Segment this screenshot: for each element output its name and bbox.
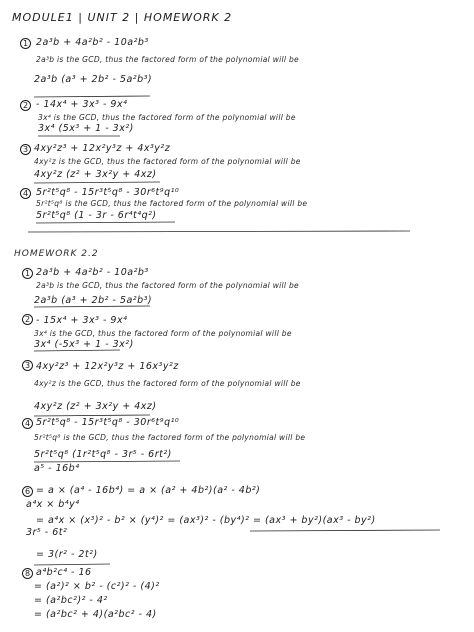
problem-explanation: 3x⁴ is the GCD, thus the factored form of the polynomial will be	[38, 113, 296, 122]
problem-answer: 3x⁴ (5x³ + 1 - 3x²)	[38, 123, 134, 134]
problem-explanation: 5r²t⁵q⁸ is the GCD, thus the factored form of the polynomial will be	[36, 199, 308, 208]
answer-underline-6	[34, 350, 120, 351]
work-step: = 3(r² - 2t²)	[36, 549, 98, 560]
problem-number: 6	[22, 486, 33, 497]
problem-expression: - 15x⁴ + 3x³ - 9x⁴	[36, 315, 128, 326]
work-step: = (a²)² × b² - (c²)² - (4)²	[34, 581, 160, 592]
problem-number: 3	[22, 360, 33, 371]
problem-answer: 5r²t⁵q⁸ (1 - 3r - 6r⁴t⁴q²)	[36, 210, 157, 221]
answer-underline-10	[250, 530, 440, 531]
problem-expression: 4xy²z³ + 12x²y³z + 4x³y²z	[34, 143, 171, 154]
section-heading: HOMEWORK 2.2	[14, 249, 99, 259]
answer-underline-8	[34, 461, 180, 462]
problem-answer: 5r²t⁵q⁸ (1r²t⁵q⁸ - 3r⁵ - 6rt²)	[34, 449, 172, 460]
page-title: MODULE1 | UNIT 2 | HOMEWORK 2	[12, 11, 233, 24]
answer-underline-4	[36, 222, 175, 223]
problem-answer: 4xy²z (z² + 3x²y + 4xz)	[34, 169, 157, 180]
problem-expression: 5r²t⁵q⁸ - 15r³t⁵q⁸ - 30r⁶t⁹q¹⁰	[36, 417, 180, 428]
work-step: = (a²bc² + 4)(a²bc² - 4)	[34, 609, 157, 620]
section-divider	[28, 231, 410, 232]
problem-number: 3	[20, 144, 31, 155]
problem-answer: 4xy²z (z² + 3x²y + 4xz)	[34, 401, 157, 412]
problem-number: 1	[20, 38, 31, 49]
problem-answer: 2a³b (a³ + 2b² - 5a²b³)	[34, 74, 153, 85]
answer-underline-5	[34, 306, 150, 307]
problem-expression: - 14x⁴ + 3x³ - 9x⁴	[36, 99, 128, 110]
problem-expression: 5r²t⁵q⁸ - 15r³t⁵q⁸ - 30r⁶t⁹q¹⁰	[36, 187, 180, 198]
problem-number: 4	[22, 418, 33, 429]
problem-explanation: 5r²t⁵q⁸ is the GCD, thus the factored form of the polynomial will be	[34, 433, 306, 442]
answer-underline-3	[34, 182, 160, 183]
work-step: a⁴x × b⁴y⁴	[26, 499, 80, 510]
problem-expression: 2a³b + 4a²b² - 10a²b³	[36, 37, 149, 48]
work-step: a⁴b²c⁴ - 16	[36, 567, 92, 578]
problem-expression: 4xy²z³ + 12x²y³z + 16x³y²z	[36, 361, 179, 372]
problem-explanation: 3x⁴ is the GCD, thus the factored form of the polynomial will be	[34, 329, 292, 338]
problem-number: 2	[20, 100, 31, 111]
problem-expression: a⁵ - 16b⁴	[34, 463, 80, 474]
problem-answer: 3x⁴ (-5x³ + 1 - 3x²)	[34, 339, 134, 350]
work-step: 3r⁵ - 6t²	[26, 527, 68, 538]
problem-answer: 2a³b (a³ + 2b² - 5a²b³)	[34, 295, 153, 306]
problem-number: 8	[22, 568, 33, 579]
problem-explanation: 2a³b is the GCD, thus the factored form of the polynomial will be	[36, 281, 299, 290]
problem-explanation: 2a³b is the GCD, thus the factored form of the polynomial will be	[36, 55, 299, 64]
answer-underline-7	[34, 415, 150, 416]
problem-number: 1	[22, 268, 33, 279]
problem-explanation: 4xy²z is the GCD, thus the factored form of the polynomial will be	[34, 157, 301, 166]
problem-number: 2	[22, 314, 33, 325]
answer-underline-9	[34, 564, 110, 565]
problem-expression: 2a³b + 4a²b² - 10a²b³	[36, 267, 149, 278]
problem-explanation: 4xy²z is the GCD, thus the factored form of the polynomial will be	[34, 379, 301, 388]
work-step: = (a²bc²)² - 4²	[34, 595, 108, 606]
problem-number: 4	[20, 188, 31, 199]
work-step: = a⁴x × (x³)² - b² × (y⁴)² = (ax³)² - (by⁴)² = (ax³ + by²)(ax³ - by²)	[36, 515, 376, 526]
work-step: = a × (a⁴ - 16b⁴) = a × (a² + 4b²)(a² - 4b²)	[36, 485, 261, 496]
answer-underline-1	[34, 96, 150, 97]
